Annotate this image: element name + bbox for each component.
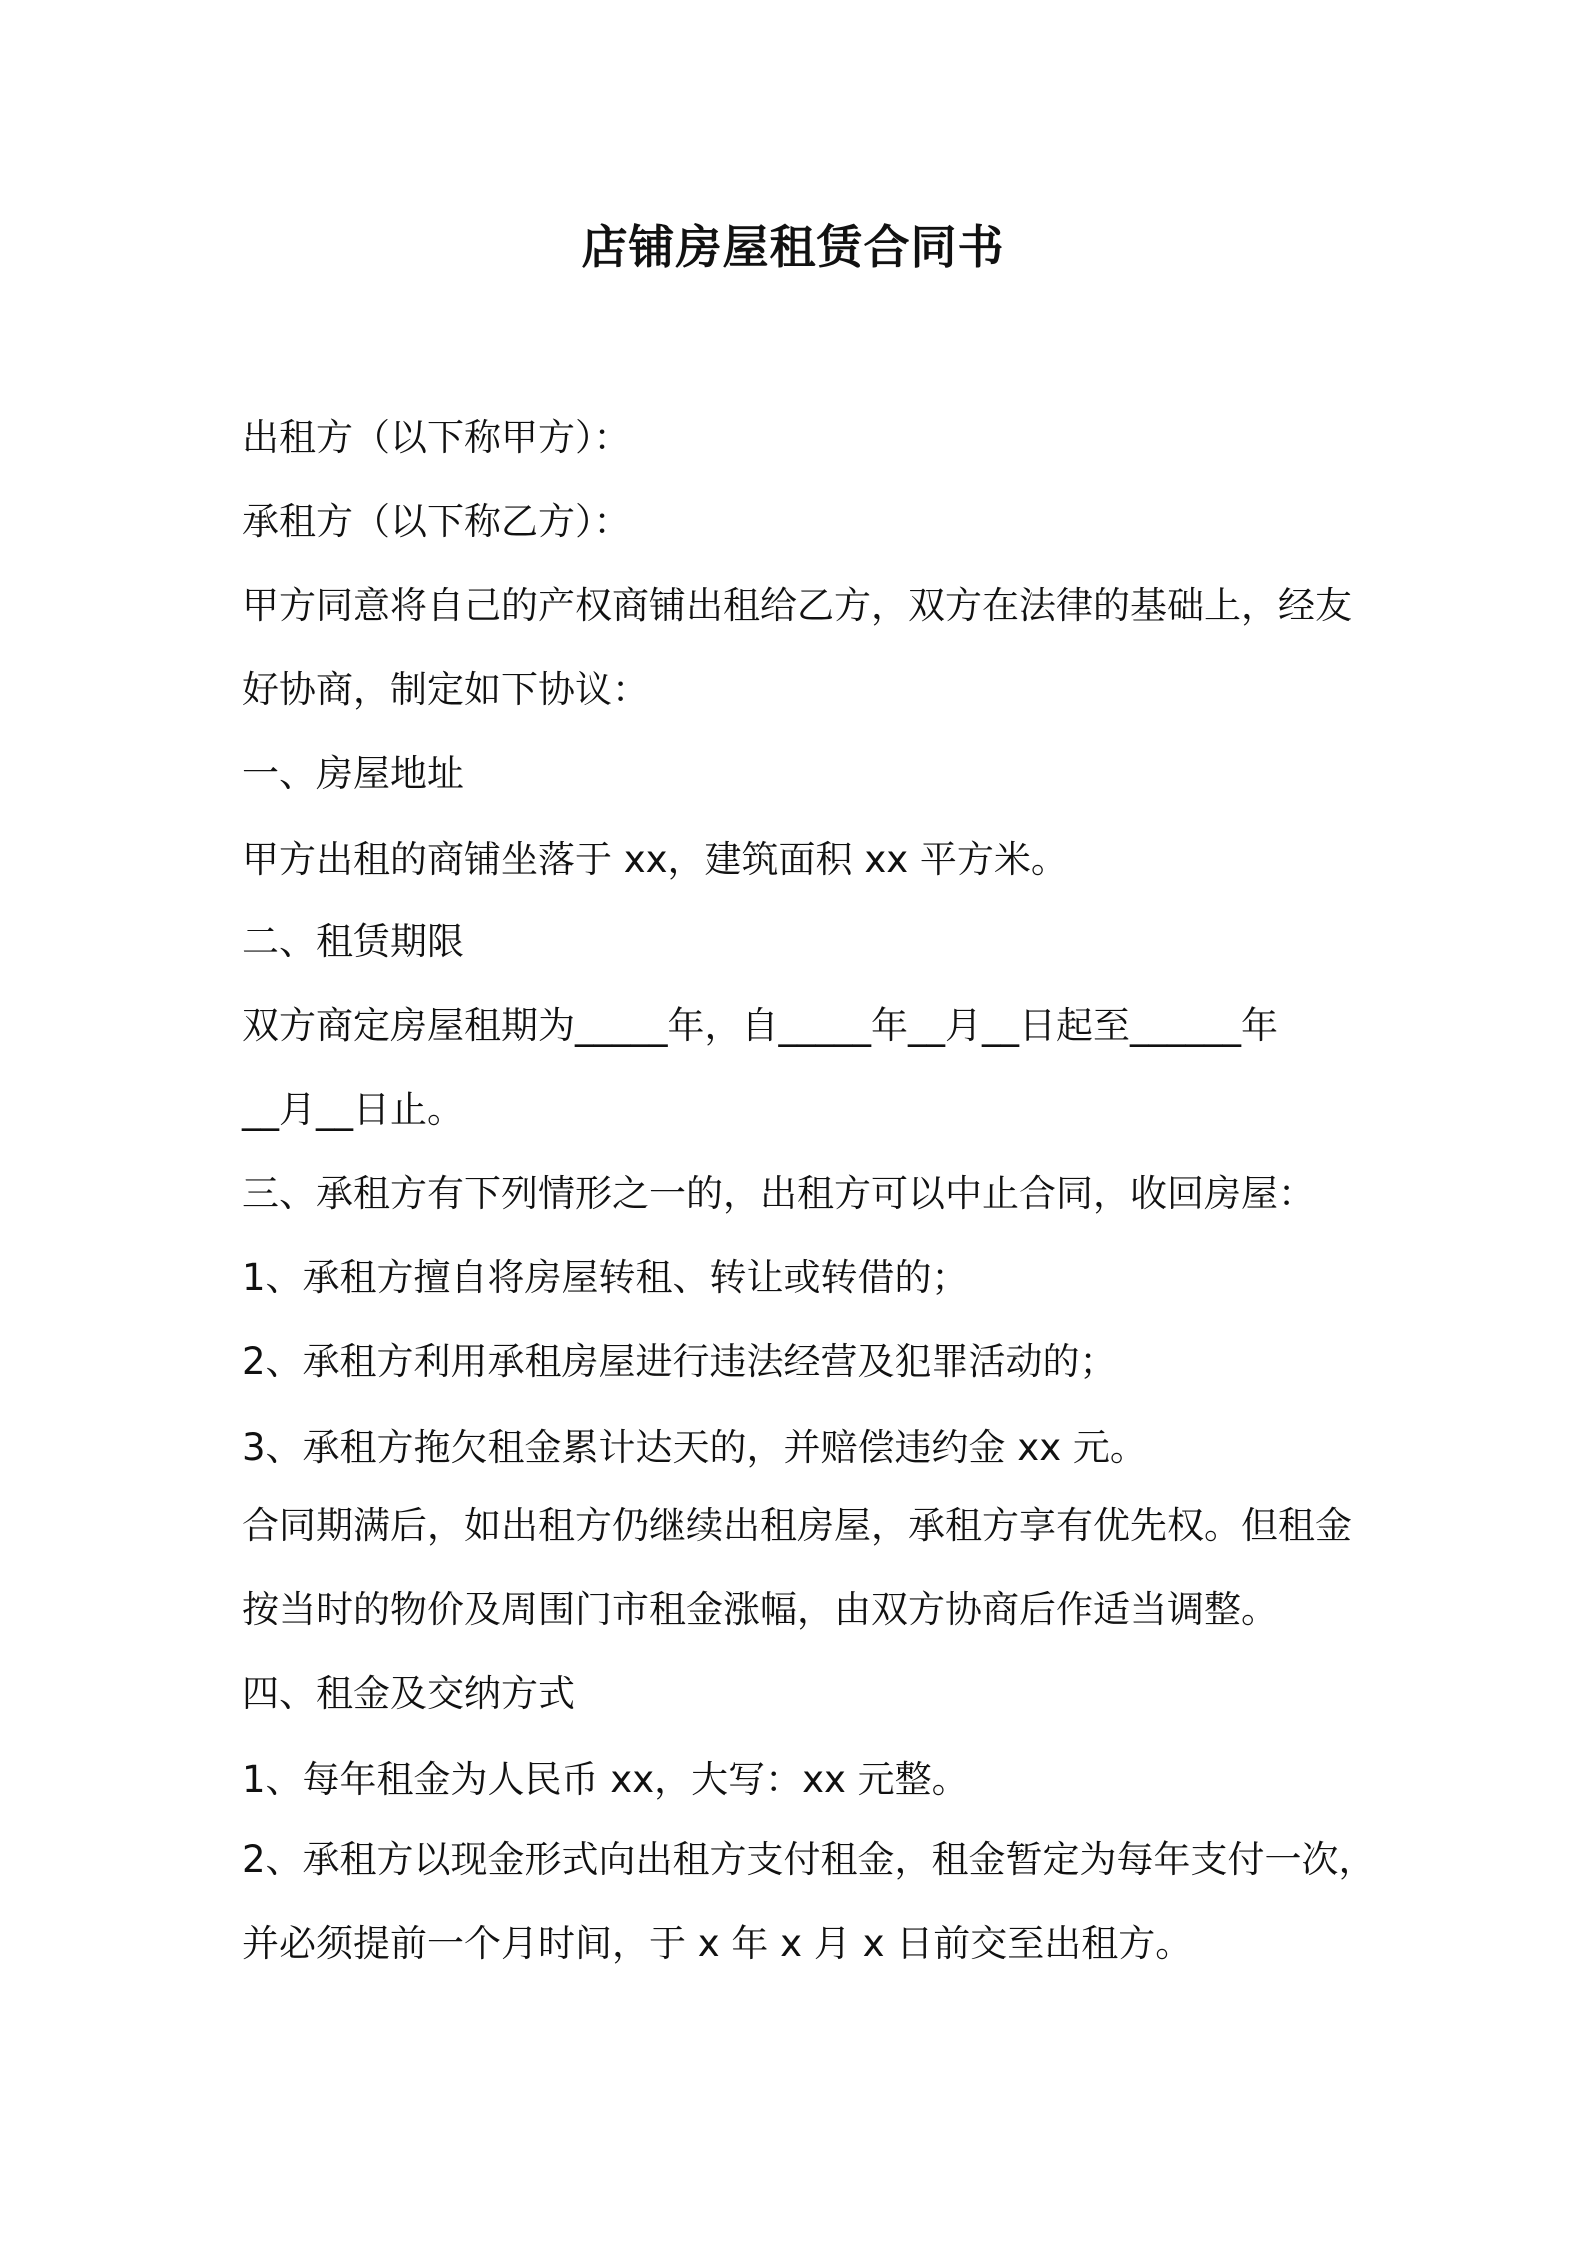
- section-3-item-1: 1、承租方擅自将房屋转租、转让或转借的；: [242, 1256, 969, 1299]
- section-3-item-3: 3、承租方拖欠租金累计达天的，并赔偿违约金 xx 元。: [242, 1426, 1147, 1469]
- section-4-heading: 四、租金及交纳方式: [242, 1672, 575, 1715]
- lessor-line: 出租方（以下称甲方）：: [242, 416, 631, 459]
- section-4-item-1: 1、每年租金为人民币 xx，大写：xx 元整。: [242, 1758, 969, 1801]
- intro-paragraph-line-1: 甲方同意将自己的产权商铺出租给乙方，双方在法律的基础上，经友: [242, 584, 1352, 627]
- section-2-heading: 二、租赁期限: [242, 920, 464, 963]
- section-4-item-2-line-1: 2、承租方以现金形式向出租方支付租金，租金暂定为每年支付一次，: [242, 1838, 1376, 1881]
- document-title: 店铺房屋租赁合同书: [581, 220, 1005, 274]
- section-1-heading: 一、房屋地址: [242, 752, 464, 795]
- section-2-text-line-1: 双方商定房屋租期为_____年，自_____年__月__日起至______年: [242, 1004, 1278, 1047]
- section-3-heading: 三、承租方有下列情形之一的，出租方可以中止合同，收回房屋：: [242, 1172, 1315, 1215]
- section-2-text-line-2: __月__日止。: [242, 1088, 464, 1131]
- lessee-line: 承租方（以下称乙方）：: [242, 500, 631, 543]
- section-3-item-2: 2、承租方利用承租房屋进行违法经营及犯罪活动的；: [242, 1340, 1117, 1383]
- renewal-paragraph-line-1: 合同期满后，如出租方仍继续出租房屋，承租方享有优先权。但租金: [242, 1504, 1352, 1547]
- renewal-paragraph-line-2: 按当时的物价及周围门市租金涨幅，由双方协商后作适当调整。: [242, 1588, 1278, 1631]
- section-1-text: 甲方出租的商铺坐落于 xx，建筑面积 xx 平方米。: [242, 838, 1068, 881]
- intro-paragraph-line-2: 好协商，制定如下协议：: [242, 668, 649, 711]
- section-4-item-2-line-2: 并必须提前一个月时间，于 x 年 x 月 x 日前交至出租方。: [242, 1922, 1193, 1965]
